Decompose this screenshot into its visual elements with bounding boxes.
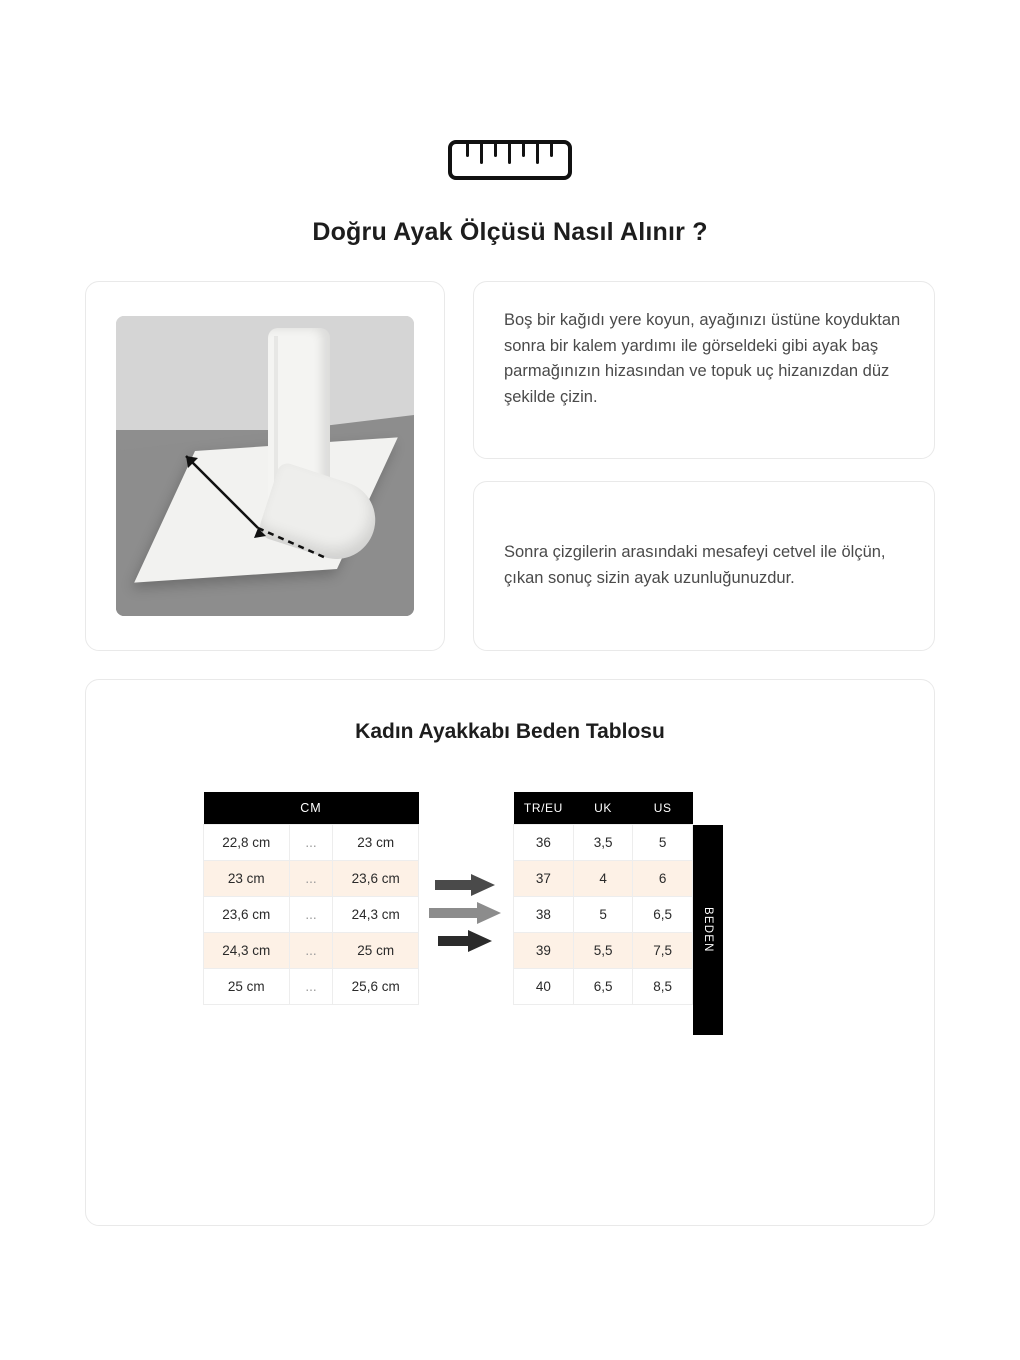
cm-high: 24,3 cm xyxy=(333,897,419,933)
size-conversion-table xyxy=(513,792,693,1005)
column-header-us: US xyxy=(633,792,693,825)
instruction-card-2 xyxy=(473,481,935,651)
cell-us: 5 xyxy=(633,825,693,861)
cell-uk: 3,5 xyxy=(573,825,633,861)
ruler-icon-wrap xyxy=(0,140,1020,180)
cm-low: 24,3 cm xyxy=(204,933,290,969)
cell-eu: 37 xyxy=(514,861,574,897)
arrow-right-icon xyxy=(429,902,503,924)
column-header-eu: TR/EU xyxy=(514,792,574,825)
cm-sep: ... xyxy=(289,897,333,933)
cell-uk: 5,5 xyxy=(573,933,633,969)
table-row xyxy=(204,969,419,1005)
cell-uk: 5 xyxy=(573,897,633,933)
arrow-right-icon xyxy=(438,930,494,952)
cm-high: 25,6 cm xyxy=(333,969,419,1005)
table-row xyxy=(514,897,693,933)
cm-header: CM xyxy=(204,792,419,825)
cm-sep: ... xyxy=(289,969,333,1005)
instruction-texts xyxy=(473,281,935,651)
cell-eu: 39 xyxy=(514,933,574,969)
beden-side-label xyxy=(693,825,723,1035)
measurement-arrow-icon xyxy=(116,316,414,616)
beden-label-text: BEDEN xyxy=(702,907,714,953)
cell-eu: 40 xyxy=(514,969,574,1005)
conversion-arrows xyxy=(419,792,513,952)
cm-table xyxy=(203,792,419,1005)
cell-eu: 38 xyxy=(514,897,574,933)
cm-high: 25 cm xyxy=(333,933,419,969)
table-row xyxy=(204,825,419,861)
arrow-right-icon xyxy=(435,874,497,896)
cm-sep: ... xyxy=(289,825,333,861)
cm-low: 23,6 cm xyxy=(204,897,290,933)
cm-sep: ... xyxy=(289,933,333,969)
size-chart-title: Kadın Ayakkabı Beden Tablosu xyxy=(355,720,665,743)
cell-uk: 6,5 xyxy=(573,969,633,1005)
cm-low: 25 cm xyxy=(204,969,290,1005)
table-row xyxy=(204,933,419,969)
size-tables xyxy=(203,792,723,1035)
foot-on-paper-photo xyxy=(116,316,414,616)
table-row xyxy=(204,861,419,897)
cell-us: 8,5 xyxy=(633,969,693,1005)
instruction-card-1 xyxy=(473,281,935,459)
instruction-text-2: Sonra çizgilerin arasındaki mesafeyi cetvel ile ölçün, çıkan sonuç sizin ayak uzunluğunuzdur. xyxy=(504,543,886,587)
cell-eu: 36 xyxy=(514,825,574,861)
ruler-icon xyxy=(448,140,572,180)
column-header-uk: UK xyxy=(573,792,633,825)
table-row xyxy=(514,825,693,861)
foot-photo-card xyxy=(85,281,445,651)
table-row xyxy=(514,861,693,897)
page-title: Doğru Ayak Ölçüsü Nasıl Alınır ? xyxy=(312,218,708,246)
table-row xyxy=(514,933,693,969)
table-row xyxy=(204,897,419,933)
cm-sep: ... xyxy=(289,861,333,897)
cm-high: 23 cm xyxy=(333,825,419,861)
table-row xyxy=(514,969,693,1005)
cm-low: 22,8 cm xyxy=(204,825,290,861)
instruction-text-1: Boş bir kağıdı yere koyun, ayağınızı üstüne koyduktan sonra bir kalem yardımı ile görseldeki gibi ayak baş parmağınızın hizasından ve topuk uç hizanızdan düz şekilde çizin. xyxy=(504,311,901,406)
cm-high: 23,6 cm xyxy=(333,861,419,897)
size-chart-card xyxy=(85,679,935,1226)
cell-us: 6,5 xyxy=(633,897,693,933)
cell-us: 6 xyxy=(633,861,693,897)
instructions-row xyxy=(85,281,935,651)
cm-low: 23 cm xyxy=(204,861,290,897)
cell-us: 7,5 xyxy=(633,933,693,969)
cell-uk: 4 xyxy=(573,861,633,897)
